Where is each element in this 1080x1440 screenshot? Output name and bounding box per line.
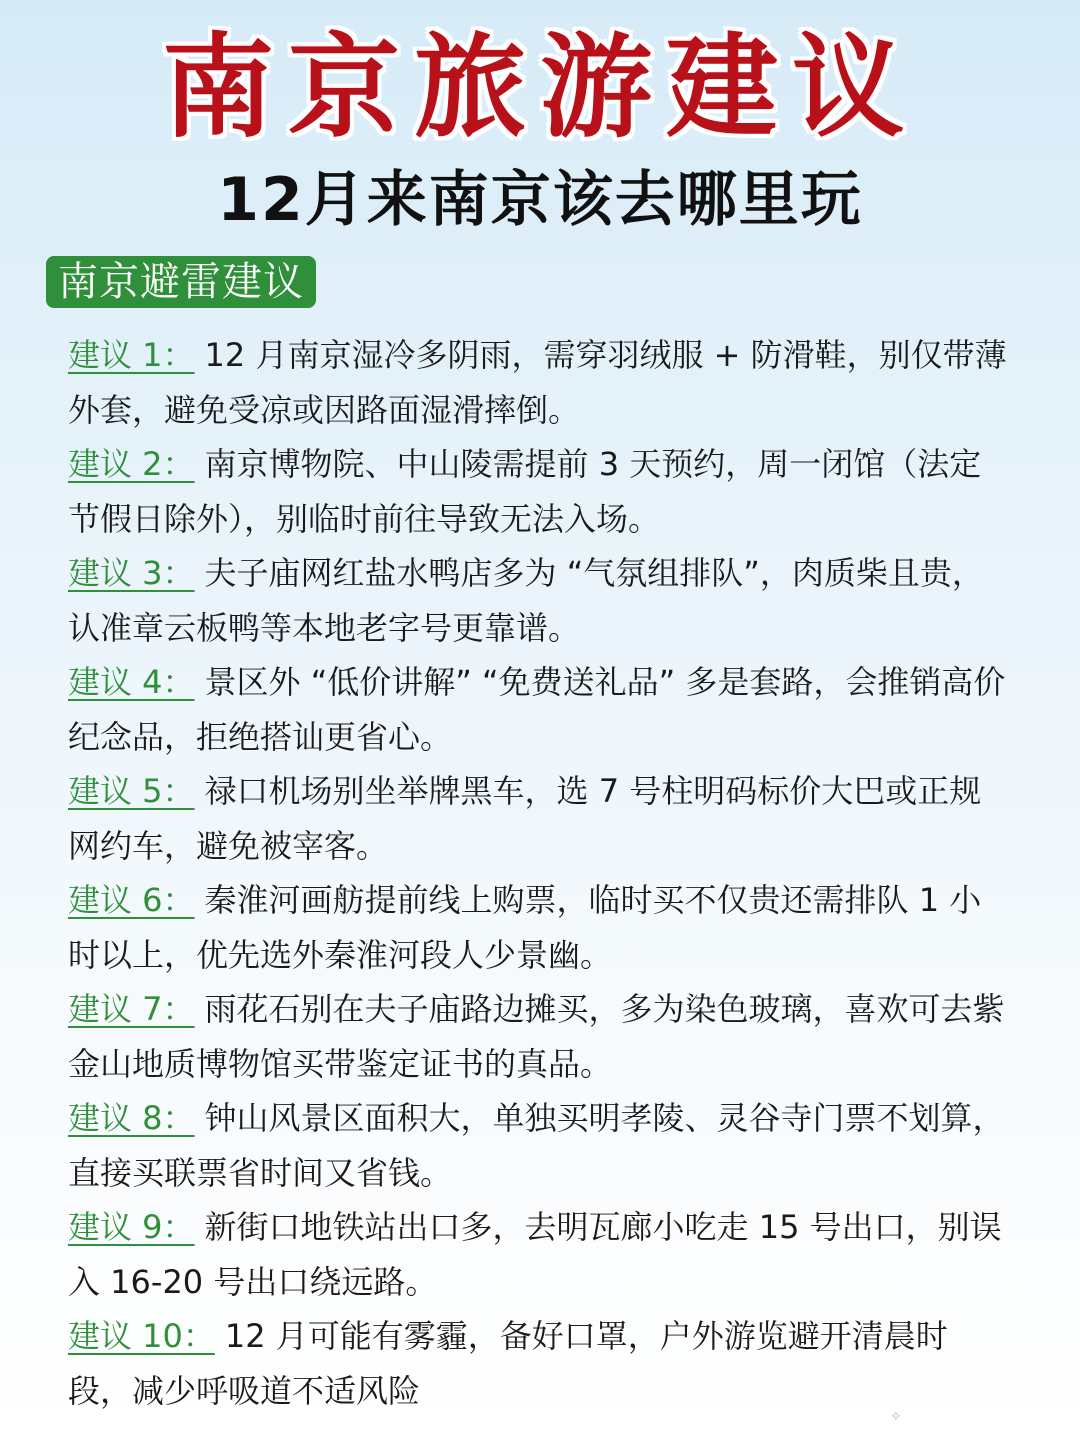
tip-label: 建议 1： [68, 336, 195, 374]
sparkle-icon: ✧ [890, 1409, 902, 1425]
tip-item [68, 873, 1008, 982]
tip-text: 雨花石别在夫子庙路边摊买，多为染色玻璃，喜欢可去紫金山地质博物馆买带鉴定证书的真品。 [68, 990, 1005, 1083]
tip-item [68, 546, 1008, 655]
tip-item [68, 1309, 1008, 1418]
tip-item [68, 1200, 1008, 1309]
tips-list [68, 328, 1008, 1418]
tip-text: 南京博物院、中山陵需提前 3 天预约，周一闭馆（法定节假日除外），别临时前往导致无法入场。 [68, 445, 982, 538]
page-title: 南京旅游建议 [162, 22, 918, 153]
tip-label: 建议 6： [68, 881, 195, 919]
tip-text: 12 月可能有雾霾，备好口罩，户外游览避开清晨时段，减少呼吸道不适风险 [68, 1317, 948, 1410]
tip-text: 12 月南京湿冷多阴雨，需穿羽绒服 + 防滑鞋，别仅带薄外套，避免受凉或因路面湿滑摔倒。 [68, 336, 1007, 429]
section-badge: 南京避雷建议 [46, 256, 316, 308]
tip-label: 建议 5： [68, 772, 195, 810]
tip-text: 夫子庙网红盐水鸭店多为 “气氛组排队”，肉质柴且贵，认准章云板鸭等本地老字号更靠谱。 [68, 554, 984, 647]
tip-label: 建议 10： [68, 1317, 215, 1355]
tip-item [68, 982, 1008, 1091]
tip-label: 建议 7： [68, 990, 195, 1028]
tip-label: 建议 2： [68, 445, 195, 483]
page-subtitle: 12月来南京该去哪里玩 [217, 165, 863, 235]
tip-label: 建议 9： [68, 1208, 195, 1246]
tip-text: 景区外 “低价讲解” “免费送礼品” 多是套路，会推销高价纪念品，拒绝搭讪更省心。 [68, 663, 1006, 756]
tip-text: 钟山风景区面积大，单独买明孝陵、灵谷寺门票不划算，直接买联票省时间又省钱。 [68, 1099, 1005, 1192]
tip-label: 建议 8： [68, 1099, 195, 1137]
tip-item [68, 1091, 1008, 1200]
tip-item [68, 655, 1008, 764]
tip-text: 禄口机场别坐举牌黑车，选 7 号柱明码标价大巴或正规网约车，避免被宰客。 [68, 772, 982, 865]
tip-label: 建议 4： [68, 663, 195, 701]
tip-item [68, 764, 1008, 873]
tip-item [68, 437, 1008, 546]
tip-text: 秦淮河画舫提前线上购票，临时买不仅贵还需排队 1 小时以上，优先选外秦淮河段人少景幽。 [68, 881, 982, 974]
tip-item [68, 328, 1008, 437]
tip-label: 建议 3： [68, 554, 195, 592]
tip-text: 新街口地铁站出口多，去明瓦廊小吃走 15 号出口，别误入 16-20 号出口绕远路。 [68, 1208, 1002, 1301]
